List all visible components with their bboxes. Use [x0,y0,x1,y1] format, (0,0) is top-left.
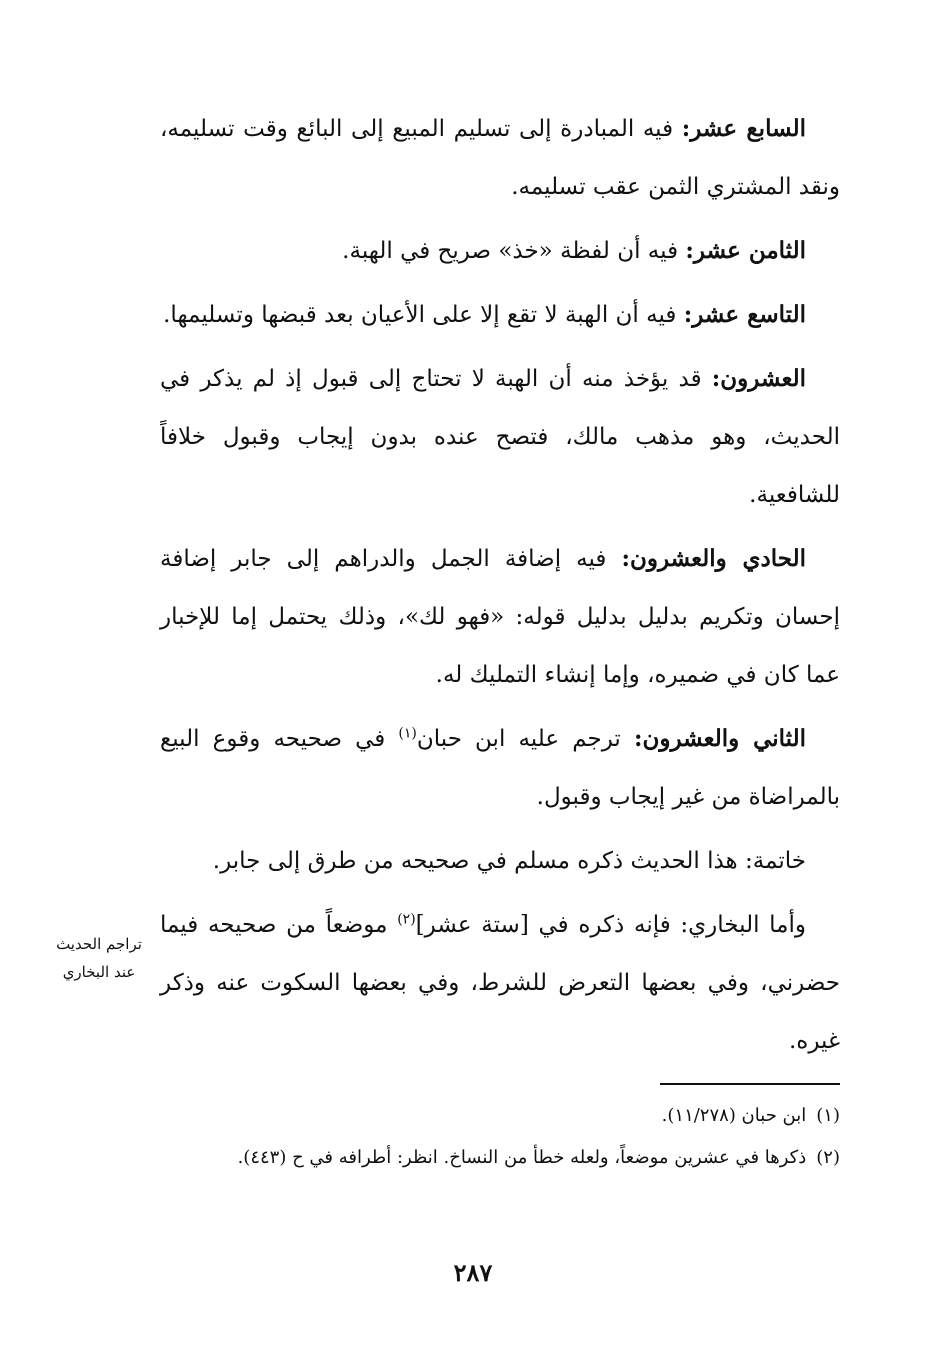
footnote-text: ذكرها في عشرين موضعاً، ولعله خطأ من النساخ. انظر: أطرافه في ح (٤٤٣). [237,1147,807,1168]
paragraph-heading: الثامن عشر: [685,237,806,264]
paragraph-conclusion [160,832,840,890]
page-number: ٢٨٧ [453,1258,493,1287]
paragraph-text: فيه أن الهبة لا تقع إلا على الأعيان بعد قبضها وتسليمها. [163,302,684,328]
paragraph-text: خاتمة: هذا الحديث ذكره مسلم في صحيحه من طرق إلى جابر. [212,848,806,874]
footnote-2 [160,1138,840,1178]
paragraph-heading: العشرون: [711,365,806,392]
body-text [160,100,840,1076]
paragraph-text: فيه المبادرة إلى تسليم المبيع إلى البائع وقت تسليمه، ونقد المشتري الثمن عقب تسليمه. [160,116,840,200]
margin-note-line: تراجم الحديث [56,935,142,953]
paragraph-text: موضعاً من صحيحه فيما حضرني، وفي بعضها التعرض للشرط، وفي بعضها السكوت عنه وذكر غيره. [160,912,840,1054]
footnote-number: (٢) [816,1147,840,1168]
footnote-number: (١) [816,1105,840,1126]
paragraph-21 [160,530,840,704]
footnote-ref[interactable]: (١) [398,725,417,742]
paragraph-text: فيه إضافة الجمل والدراهم إلى جابر إضافة إحسان وتكريم بدليل بدليل قوله: «فهو لك»، وذلك يحتمل إما للإخبار عما كان في ضميره، وإما إنشاء التمليك له. [160,546,840,688]
paragraph-18 [160,222,840,280]
footnote-text: ابن حبان (١١/٢٧٨). [661,1105,807,1126]
paragraph-text: ترجم عليه ابن حبان [416,726,634,752]
paragraph-text: قد يؤخذ منه أن الهبة لا تحتاج إلى قبول إذ لم يذكر في الحديث، وهو مذهب مالك، فتصح عنده بدون إيجاب وقبول خلافاً للشافعية. [160,366,840,508]
paragraph-heading: الثاني والعشرون: [633,725,806,752]
paragraph-bukhari [160,896,840,1070]
paragraph-20 [160,350,840,524]
footnote-divider [660,1083,840,1085]
paragraph-17 [160,100,840,216]
paragraph-heading: الحادي والعشرون: [621,545,806,572]
paragraph-22 [160,710,840,826]
footnote-ref[interactable]: (٢) [397,911,416,928]
paragraph-heading: السابع عشر: [681,115,806,142]
footnote-1 [160,1096,840,1136]
paragraph-heading: التاسع عشر: [683,301,806,328]
paragraph-text: في صحيحه وقوع البيع بالمراضاة من غير إيجاب وقبول. [160,726,840,810]
margin-note-line: عند البخاري [62,963,136,981]
margin-note [40,930,158,986]
footnotes [160,1096,840,1180]
paragraph-19 [160,286,840,344]
paragraph-text: وأما البخاري: فإنه ذكره في [ستة عشر] [415,912,806,938]
paragraph-text: فيه أن لفظة «خذ» صريح في الهبة. [342,238,686,264]
